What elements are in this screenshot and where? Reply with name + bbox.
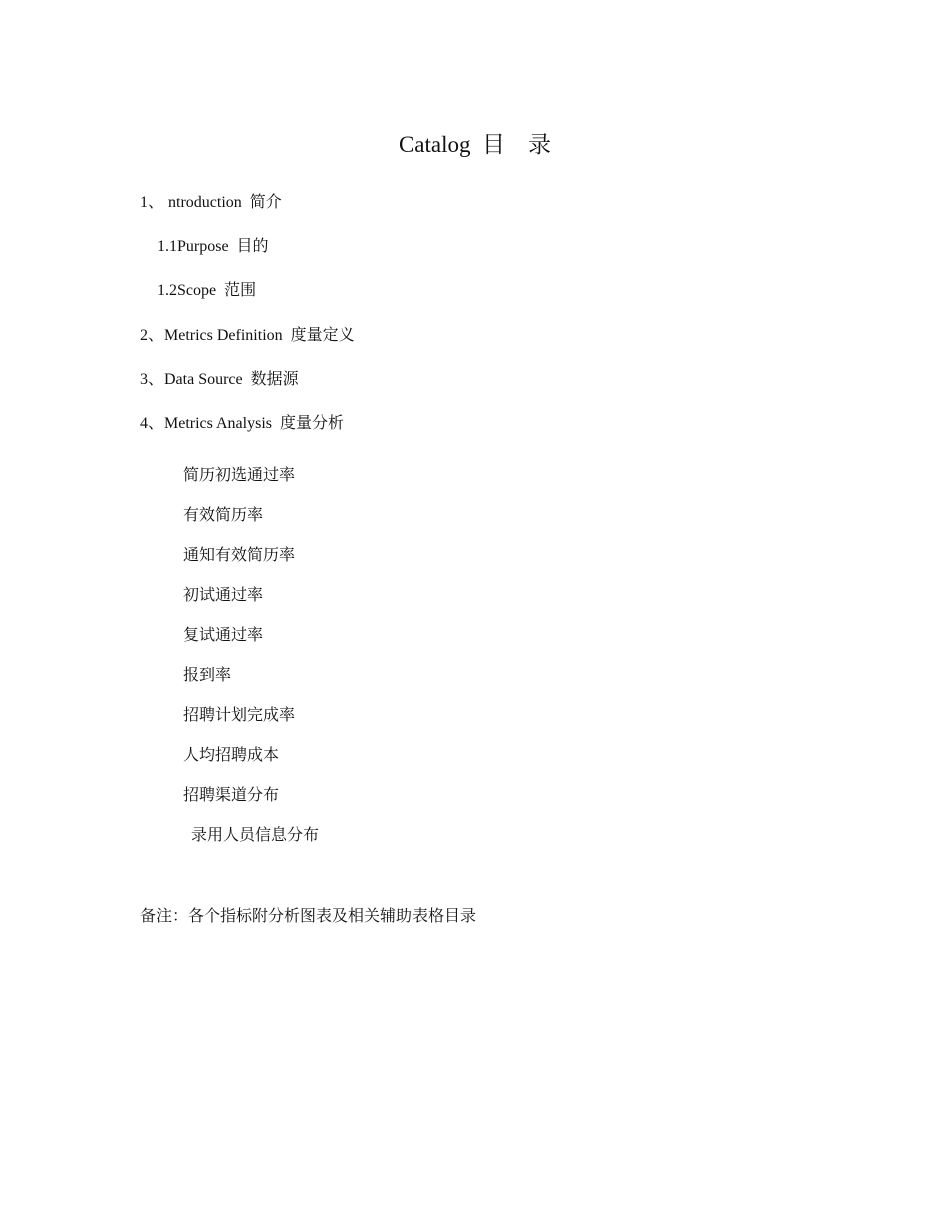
analysis-item[interactable]: 有效简历率 — [183, 507, 264, 524]
analysis-item[interactable]: 简历初选通过率 — [183, 467, 296, 484]
toc-item-purpose[interactable]: 1.1Purpose 目的 — [157, 238, 269, 255]
toc-item-metrics-analysis[interactable]: 4、Metrics Analysis 度量分析 — [140, 415, 344, 432]
toc-item-data-source[interactable]: 3、Data Source 数据源 — [140, 371, 299, 388]
analysis-item[interactable]: 招聘渠道分布 — [183, 787, 280, 804]
analysis-item[interactable]: 通知有效简历率 — [183, 547, 296, 564]
analysis-item[interactable]: 报到率 — [183, 667, 232, 684]
analysis-item[interactable]: 录用人员信息分布 — [191, 827, 320, 844]
analysis-item[interactable]: 招聘计划完成率 — [183, 707, 296, 724]
toc-item-introduction[interactable]: 1、 ntroduction 简介 — [140, 194, 282, 211]
note: 备注：各个指标附分析图表及相关辅助表格目录 — [140, 908, 477, 925]
analysis-item[interactable]: 人均招聘成本 — [183, 747, 280, 764]
page-title: Catalog 目 录 — [398, 132, 552, 157]
analysis-item[interactable]: 复试通过率 — [183, 627, 264, 644]
analysis-item[interactable]: 初试通过率 — [183, 587, 264, 604]
toc-item-metrics-definition[interactable]: 2、Metrics Definition 度量定义 — [140, 327, 355, 344]
toc-item-scope[interactable]: 1.2Scope 范围 — [157, 282, 257, 299]
